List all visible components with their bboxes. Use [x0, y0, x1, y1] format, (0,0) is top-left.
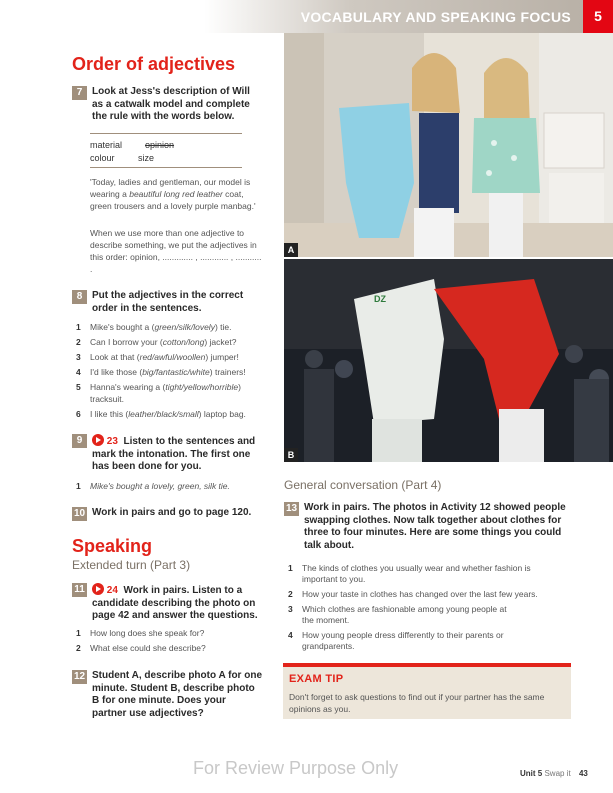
exercise-8-list: 1 Mike's bought a (green/silk/lovely) tie. 2 Can I borrow your (cotton/long) jacket? 3 Look at that (red/awful/woollen) jumper! 4 I'd like those (big/fantastic/white) trainers! 5 Hanna's wearing a (tight/yellow/horrible) tracksuit. 6 I like this (leather/black/small) laptop bag. — [76, 322, 246, 419]
exercise-13 — [284, 502, 574, 552]
exercise-instruction — [92, 583, 262, 623]
order-of-adjectives-heading: Order of adjectives — [72, 54, 236, 74]
speaking-heading: Speaking — [72, 536, 153, 556]
divider — [90, 133, 242, 134]
exercise-instruction: Put the adjectives in the correct order in the sentences. — [92, 290, 244, 314]
divider — [90, 167, 242, 168]
word-colour: colour — [90, 153, 115, 163]
footer-unit-name: Swap it — [544, 769, 571, 778]
word-material: material — [90, 140, 123, 150]
audio-track-number: 24 — [106, 585, 118, 596]
exercise-10 — [72, 507, 272, 520]
instruction-text: Work in pairs. Listen to a candidate describing the photo on page 42 and answer the questions. — [92, 585, 258, 621]
exercise-number: 9 — [72, 434, 87, 448]
section-title: VOCABULARY AND SPEAKING FOCUS — [300, 9, 571, 25]
exercise-instruction: Look at Jess's description of Will as a catwalk model and complete the rule with the words below. — [92, 86, 250, 122]
exercise-number: 8 — [72, 290, 87, 304]
photo-a-label: A — [284, 243, 298, 257]
exercise-number: 12 — [73, 671, 86, 682]
quote-text: 'Today, ladies and gentleman, our model is wearing a — [90, 177, 251, 199]
exercise-number: 13 — [285, 503, 298, 514]
exam-tip-text: Don't forget to ask questions to find out if your partner has the same opinions as you. — [289, 692, 545, 714]
photo-b — [284, 259, 613, 462]
word-size: size — [138, 153, 155, 163]
exercise-13-list: 1 The kinds of clothes you usually wear and whether fashion is important to you. 2 How your taste in clothes has changed over the last few years. 3 Which clothes are fashionable among young people at the moment. 4 How young people dress differently to their parents or grandparents. — [288, 563, 538, 651]
exercise-number: 10 — [73, 508, 86, 519]
exercise-7 — [72, 86, 262, 124]
speaking-subtitle: Extended turn (Part 3) — [72, 558, 191, 572]
footer-unit: Unit 5 — [520, 769, 543, 778]
exercise-instruction — [92, 434, 262, 474]
jess-quote — [90, 176, 262, 212]
exercise-instruction: Student A, describe photo A for one minute. Student B, describe photo B for one minute. Does your partner use adjectives? — [92, 670, 262, 719]
exercise-12 — [72, 670, 262, 720]
exercise-number: 7 — [72, 86, 87, 100]
word-box — [90, 140, 242, 164]
instruction-text: Listen to the sentences and mark the intonation. The first one has been done for you. — [92, 436, 256, 472]
unit-number-badge: 5 — [583, 0, 613, 33]
exercise-9 — [72, 434, 262, 474]
page-header — [0, 0, 613, 33]
audio-track-number: 23 — [106, 436, 118, 447]
shirt-text: DZ — [374, 294, 386, 304]
audio-play-icon[interactable] — [92, 583, 104, 595]
photo-a-illustration — [284, 33, 613, 257]
rule-text: When we use more than one adjective to describe something, we put the adjectives in this order: opinion, ............. , ............ , ........... . — [90, 228, 262, 274]
word-opinion: opinion — [145, 140, 175, 150]
exercise-11 — [72, 583, 262, 623]
photo-a — [284, 33, 613, 257]
general-subtitle: General conversation (Part 4) — [284, 478, 442, 492]
exercise-instruction: Work in pairs and go to page 120. — [92, 507, 252, 518]
exercise-instruction: Work in pairs. The photos in Activity 12 showed people swapping clothes. Now talk together about clothes for three to four minutes. Here are some things you could talk about. — [304, 502, 566, 551]
page-number: 43 — [578, 769, 588, 778]
watermark: For Review Purpose Only — [193, 758, 399, 778]
exercise-8 — [72, 290, 262, 315]
quote-adjectives: beautiful long red leather — [129, 189, 223, 199]
exam-tip-title: EXAM TIP — [289, 673, 344, 685]
exam-tip-box — [283, 663, 571, 719]
audio-play-icon[interactable] — [92, 434, 104, 446]
photo-b-illustration — [284, 259, 613, 462]
photo-b-label: B — [284, 448, 298, 462]
quote-text: coat, green trousers and a lovely purple manbag.' — [90, 189, 256, 211]
exercise-number: 11 — [72, 583, 87, 597]
page-footer — [520, 769, 588, 778]
exercise-9-example: 1 Mike's bought a lovely, green, silk tie. — [76, 481, 230, 491]
exercise-11-list: 1 How long does she speak for? 2 What else could she describe? — [76, 628, 206, 653]
